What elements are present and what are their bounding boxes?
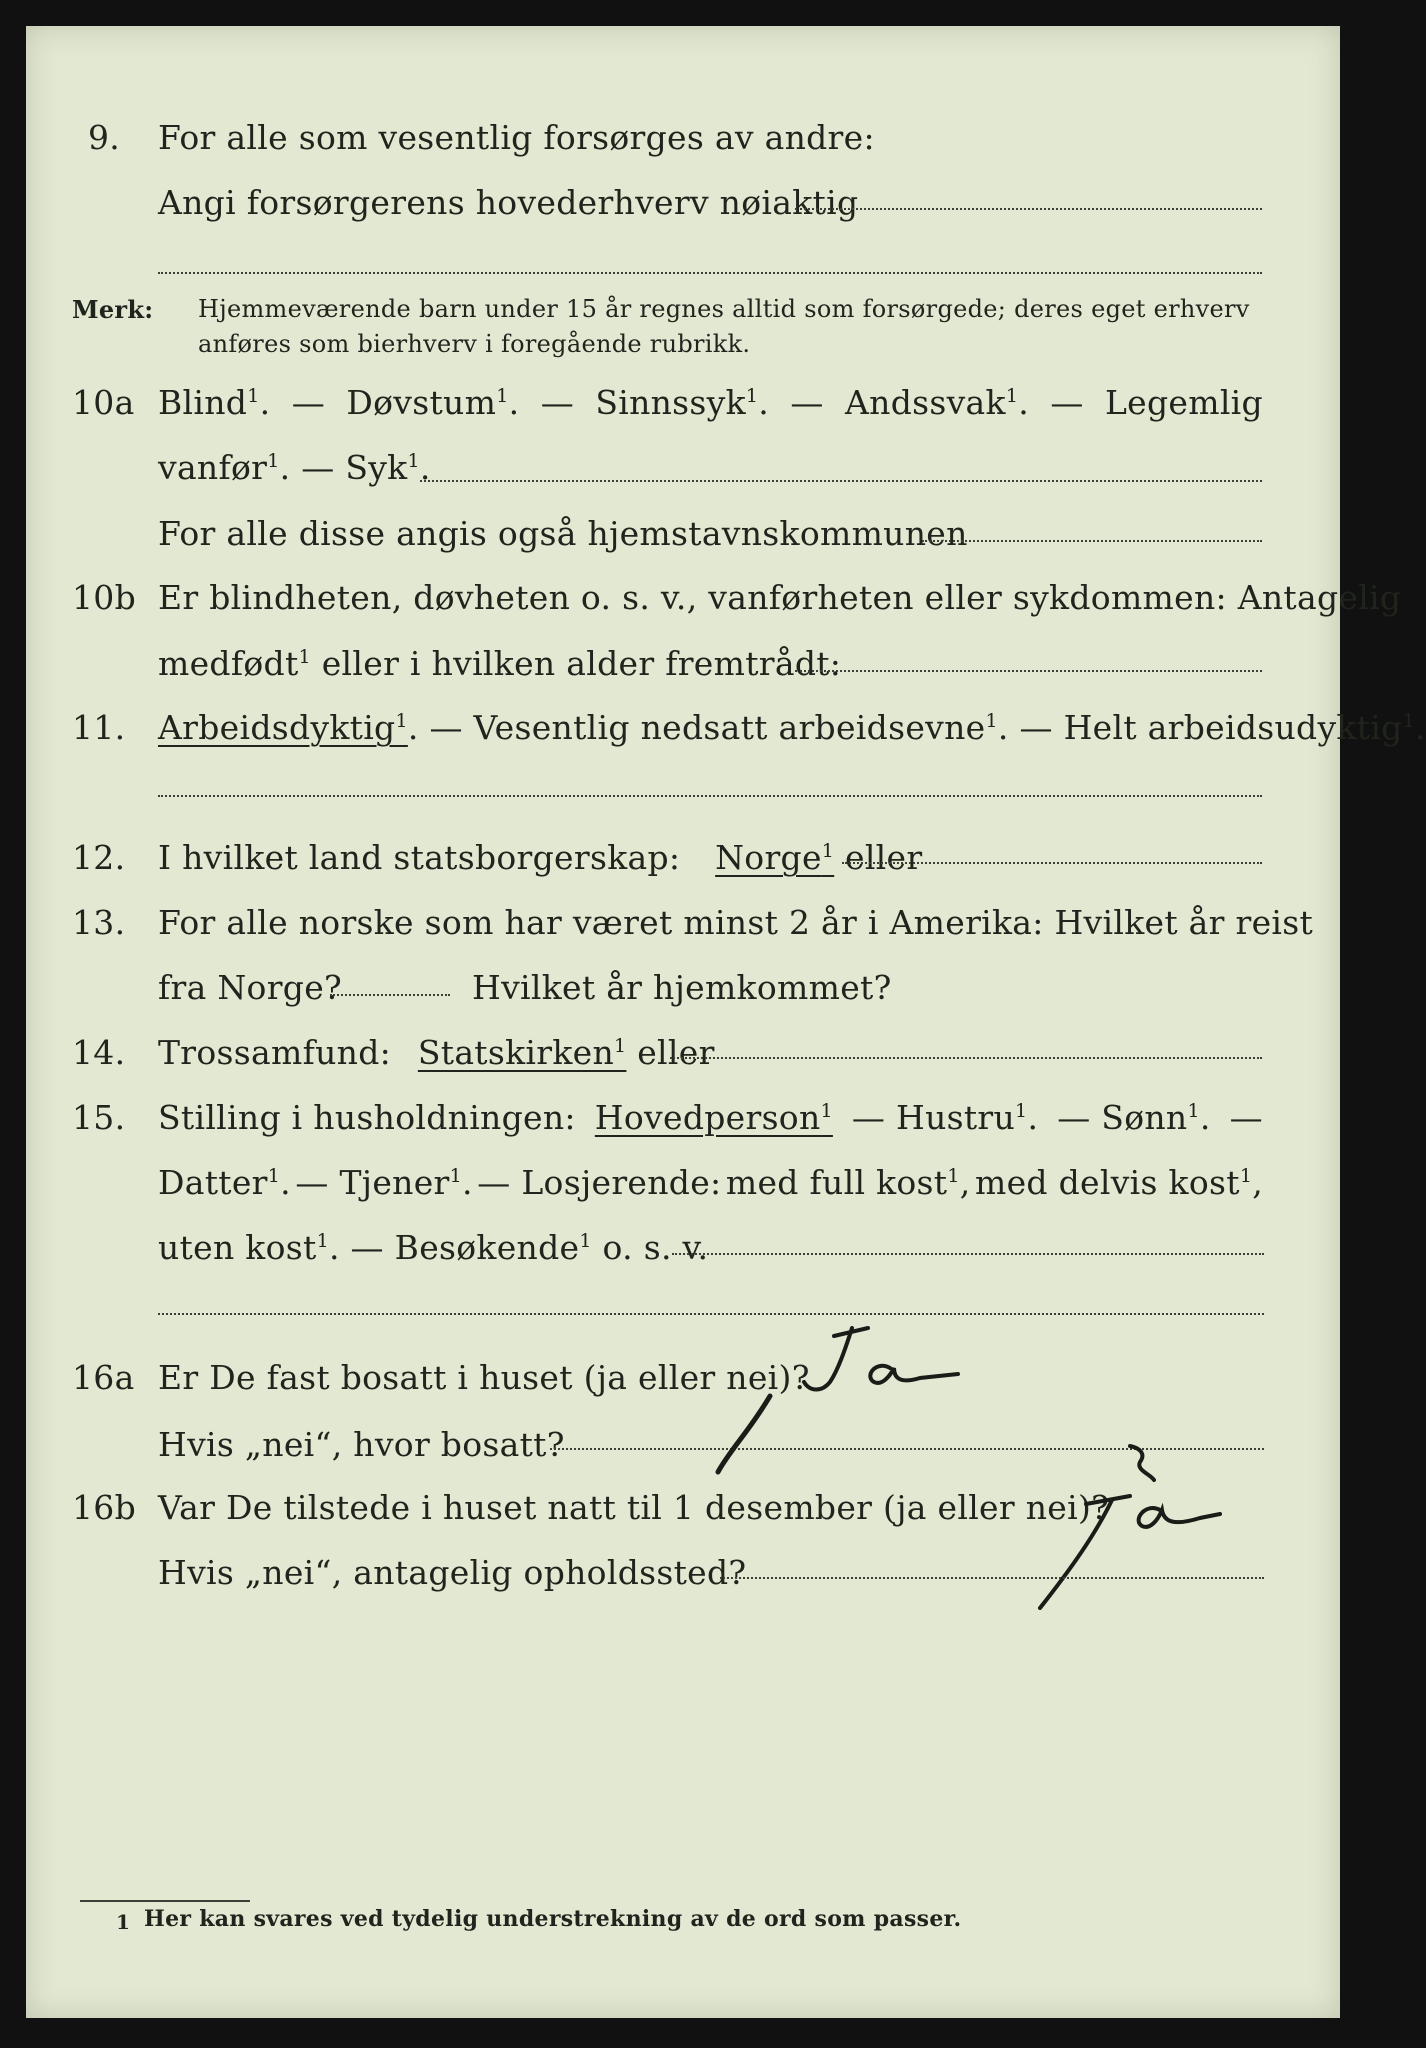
dash: — <box>1050 383 1084 422</box>
merk-line1: Hjemmeværende barn under 15 år regnes alltid som forsørgede; deres eget erhverv <box>198 295 1250 323</box>
option-legemlig[interactable]: Legemlig <box>1104 383 1263 422</box>
option-besokende[interactable]: Besøkende$^1$ <box>394 1228 592 1267</box>
q16a-line1: Er De fast bosatt i huset (ja eller nei)? <box>158 1358 810 1397</box>
option-arbeidsdyktig[interactable]: Arbeidsdyktig$^1$ <box>158 708 408 747</box>
q10a-line3: For alle disse angis også hjemstavnskommunen <box>158 514 968 553</box>
option-uten-kost[interactable]: uten kost$^1$. <box>158 1228 340 1267</box>
q15-answer-line[interactable] <box>672 1253 1264 1255</box>
q10a-line2 <box>158 448 431 487</box>
q10b-number: 10b <box>72 578 137 617</box>
q16b-handwritten-ja <box>1000 1440 1230 1620</box>
q10b-line2-text: eller i hvilken alder fremtrådt: <box>321 644 842 683</box>
q11-number: 11. <box>72 708 126 747</box>
option-vesentlig-nedsatt[interactable]: Vesentlig nedsatt arbeidsevne$^1$. <box>473 708 1009 747</box>
q12-number: 12. <box>72 838 126 877</box>
option-full-kost[interactable]: med full kost$^1$, <box>725 1163 971 1202</box>
q15-losjerende: Losjerende: <box>521 1163 722 1202</box>
option-medfodt[interactable]: medfødt$^1$ <box>158 644 311 683</box>
q16a-number: 16a <box>72 1358 135 1397</box>
q14-eller: eller <box>637 1033 715 1072</box>
q14-answer-line[interactable] <box>670 1057 1262 1059</box>
option-datter[interactable]: Datter$^1$. <box>158 1163 291 1202</box>
q16b-line2: Hvis „nei“, antagelig opholdssted? <box>158 1553 747 1592</box>
q10b-answer-line[interactable] <box>795 670 1262 672</box>
option-blind[interactable]: Blind$^1$. <box>158 383 271 422</box>
footnote-mark: 1 <box>116 1910 131 1934</box>
q11-answer-line[interactable] <box>158 795 1262 797</box>
q15-line2: Datter$^1$. — Tjener$^1$. — Losjerende: med full kost$^1$, med delvis kost$^1$, <box>158 1163 1263 1202</box>
q16a-handwritten-ja <box>790 1320 970 1410</box>
q14-line1 <box>158 1033 715 1072</box>
q9-line2: Angi forsørgerens hovederhverv nøiaktig <box>158 183 859 222</box>
q13-reist-line[interactable] <box>330 994 450 996</box>
merk-label: Merk: <box>72 295 154 324</box>
q16a-handwritten-stroke <box>700 1390 790 1480</box>
q9-answer-line[interactable] <box>795 208 1262 210</box>
option-syk[interactable]: Syk$^1$. <box>345 448 431 487</box>
q9-answer-line-2[interactable] <box>158 272 1262 274</box>
option-vanfor[interactable]: vanfør$^1$. <box>158 448 291 487</box>
option-sinnssyk[interactable]: Sinnssyk$^1$. <box>595 383 770 422</box>
q10a-hjemstavn-line[interactable] <box>922 540 1262 542</box>
option-hustru[interactable]: Hustru$^1$. <box>895 1098 1039 1137</box>
q10a-answer-line[interactable] <box>420 480 1262 482</box>
dash: — <box>291 383 326 422</box>
q16b-number: 16b <box>72 1488 137 1527</box>
q10a-line1 <box>158 383 1263 422</box>
option-hovedperson[interactable]: Hovedperson$^1$ <box>594 1098 833 1137</box>
footnote-rule <box>80 1900 250 1902</box>
q10b-line1: Er blindheten, døvheten o. s. v., vanførheten eller sykdommen: Antagelig <box>158 578 1402 617</box>
q10b-line2 <box>158 644 841 683</box>
q14-number: 14. <box>72 1033 126 1072</box>
q16a-line2: Hvis „nei“, hvor bosatt? <box>158 1425 565 1464</box>
q16b-answer-line[interactable] <box>720 1577 1264 1579</box>
q15-stilling: Stilling i husholdningen: <box>158 1098 576 1137</box>
option-andssvak[interactable]: Andssvak$^1$. <box>845 383 1029 422</box>
dash: — <box>301 448 335 487</box>
q12-line1 <box>158 838 922 877</box>
q12-answer-line[interactable] <box>842 862 1262 864</box>
option-sonn[interactable]: Sønn$^1$. <box>1101 1098 1211 1137</box>
merk-line2: anføres som bierhverv i foregående rubrikk. <box>198 330 751 358</box>
q15-line1: Stilling i husholdningen: Hovedperson$^1$ — Hustru$^1$. — Sønn$^1$. — <box>158 1098 1263 1137</box>
q15-answer-line-2[interactable] <box>158 1313 1264 1315</box>
option-statskirken[interactable]: Statskirken$^1$ <box>417 1033 627 1072</box>
q15-osv: o. s. v. <box>602 1228 709 1267</box>
option-helt-arbeidsudyktig[interactable]: Helt arbeidsudyktig$^1$. <box>1063 708 1426 747</box>
q9-number: 9. <box>88 118 121 157</box>
q15-line3: uten kost$^1$. — Besøkende$^1$ o. s. v. <box>158 1228 709 1267</box>
q10a-number: 10a <box>72 383 135 422</box>
q16b-line1: Var De tilstede i huset natt til 1 desember (ja eller nei)? <box>158 1488 1110 1527</box>
q13-number: 13. <box>72 903 126 942</box>
option-norge[interactable]: Norge$^1$ <box>715 838 835 877</box>
option-dovstum[interactable]: Døvstum$^1$. <box>346 383 520 422</box>
q13-line1: For alle norske som har været minst 2 år i Amerika: Hvilket år reist <box>158 903 1314 942</box>
dash: — <box>790 383 824 422</box>
q11-line1: Arbeidsdyktig$^1$. — Vesentlig nedsatt arbeidsevne$^1$. — Helt arbeidsudyktig$^1$. <box>158 708 1426 747</box>
footnote-text: Her kan svares ved tydelig understrekning av de ord som passer. <box>144 1906 962 1932</box>
q13-fra-norge: fra Norge? <box>158 968 343 1007</box>
option-tjener[interactable]: Tjener$^1$. <box>339 1163 473 1202</box>
q15-number: 15. <box>72 1098 126 1137</box>
q14-text: Trossamfund: <box>158 1033 392 1072</box>
q9-line1: For alle som vesentlig forsørges av andre: <box>158 118 875 157</box>
dash: — <box>540 383 574 422</box>
q13-hjemkommet: Hvilket år hjemkommet? <box>472 968 892 1007</box>
q12-eller: eller <box>844 838 923 877</box>
q12-text: I hvilket land statsborgerskap: <box>158 838 681 877</box>
option-delvis-kost[interactable]: med delvis kost$^1$, <box>974 1163 1263 1202</box>
